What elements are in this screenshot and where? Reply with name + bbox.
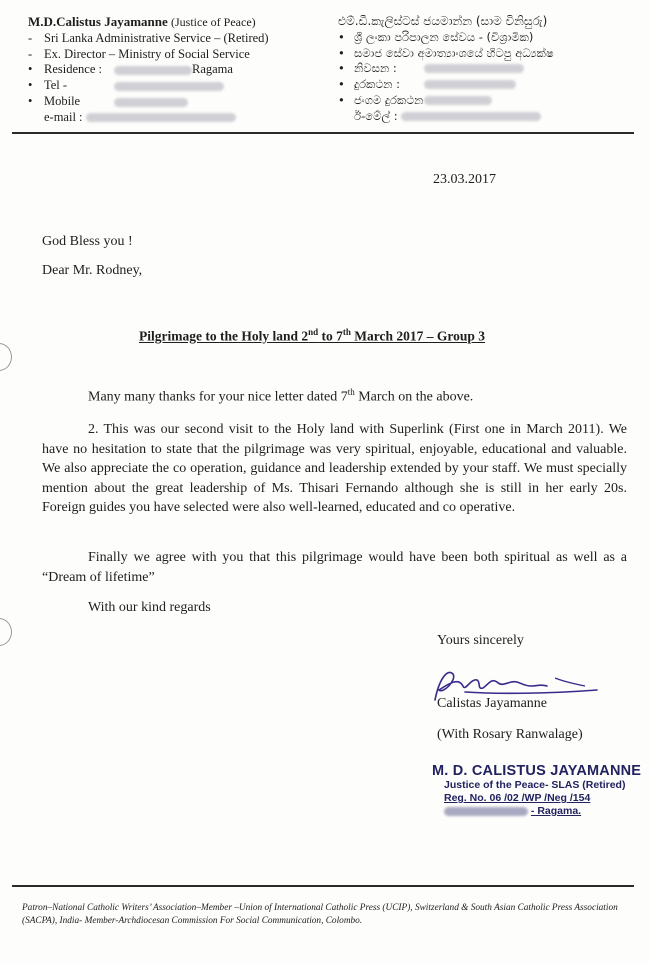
letterhead-row: • දුරකථන :: [338, 77, 554, 93]
letterhead-row: ඊ-මේල් :: [338, 109, 554, 125]
salutation: Dear Mr. Rodney,: [42, 263, 143, 278]
stamp-line: Justice of the Peace- SLAS (Retired): [444, 779, 626, 791]
body-paragraph-3: Finally we agree with you that this pilgrimage would have been both spiritual as well as a “Dream of lifetime”: [42, 550, 627, 585]
sender-name-sinhala: එම්.ඩී.කැලිස්ටස් ජයමාන්න (සාම විනිසුරු): [338, 14, 548, 28]
header-rule: [12, 132, 634, 134]
stamp-name: M. D. CALISTUS JAYAMANNE: [432, 763, 642, 779]
co-signer: (With Rosary Ranwalage): [437, 727, 583, 742]
footer-rule: [12, 885, 634, 887]
letterhead-row: • ජංගම දුරකථන: [338, 93, 554, 109]
punch-hole: [0, 343, 12, 371]
sender-title: (Justice of Peace): [171, 15, 256, 29]
redacted-text: [114, 82, 224, 91]
stamp-line: Reg. No. 06 /02 /WP /Neg /154: [444, 792, 591, 804]
redacted-text: [424, 96, 492, 105]
letterhead-row: • සමාජ සේවා අමාත්‍යාංශයේ හිටපු අධ්‍යක්ෂ: [338, 45, 554, 60]
official-stamp: [432, 763, 641, 818]
signer-name: Calistas Jayamanne: [437, 696, 548, 711]
letterhead-row: - Sri Lanka Administrative Service – (Retired): [28, 30, 269, 45]
redacted-text: [86, 113, 236, 122]
closing: Yours sincerely: [437, 633, 524, 648]
redacted-text: [424, 80, 516, 89]
punch-hole: [0, 618, 12, 646]
regards: With our kind regards: [88, 600, 211, 615]
letterhead-row: - Ex. Director – Ministry of Social Service: [28, 46, 250, 61]
stamp-line: - Ragama.: [432, 805, 641, 818]
letterhead-row: • Tel -: [28, 78, 269, 94]
sender-name: M.D.Calistus Jayamanne: [28, 14, 168, 29]
thanks-paragraph: Many many thanks for your nice letter dated 7th March on the above.: [88, 387, 474, 405]
redacted-text: [444, 807, 528, 816]
letterhead-row: • Mobile: [28, 94, 269, 110]
redacted-text: [114, 98, 188, 107]
letter-date: 23.03.2017: [433, 172, 496, 187]
letterhead-row: e-mail :: [28, 110, 269, 126]
letterhead-row: • ශ්‍රී ලංකා පරිපාලන සේවය - (විශ්‍රාමික): [338, 29, 534, 44]
letter-subject: Pilgrimage to the Holy land 2nd to 7th March 2017 – Group 3: [139, 327, 486, 344]
redacted-text: [424, 64, 524, 73]
footer-affiliations: Patron–National Catholic Writers’ Association–Member –Union of International Catholic Press (UCIP), Switzerland & South Asian Catholic Press Association (SACPA), India- Member-Archdiocesan Commission For Social Communication, Colombo.: [22, 903, 618, 926]
redacted-text: [401, 112, 541, 121]
residence-town: Ragama: [192, 62, 233, 77]
letterhead-row: • Residence : Ragama: [28, 62, 233, 77]
letterhead-row: • නිවසන :: [338, 61, 554, 77]
redacted-text: [114, 66, 192, 75]
letterhead-english: [28, 14, 269, 126]
greeting: God Bless you !: [42, 234, 133, 249]
body-paragraph-2: 2. This was our second visit to the Holy land with Superlink (First one in March 2011). We have no hesitation to state that the pilgrimage was very spiritual, enjoyable, educational and valuable. We also appreciate the co operation, guidance and leadership extended by your staff. We must specially mention about the great leadership of Ms. Thisari Fernando although she is still in her early 20s. Foreign guides you have selected were also well-learned, educated and co operative.: [42, 422, 627, 515]
letterhead-sinhala: [338, 14, 554, 125]
